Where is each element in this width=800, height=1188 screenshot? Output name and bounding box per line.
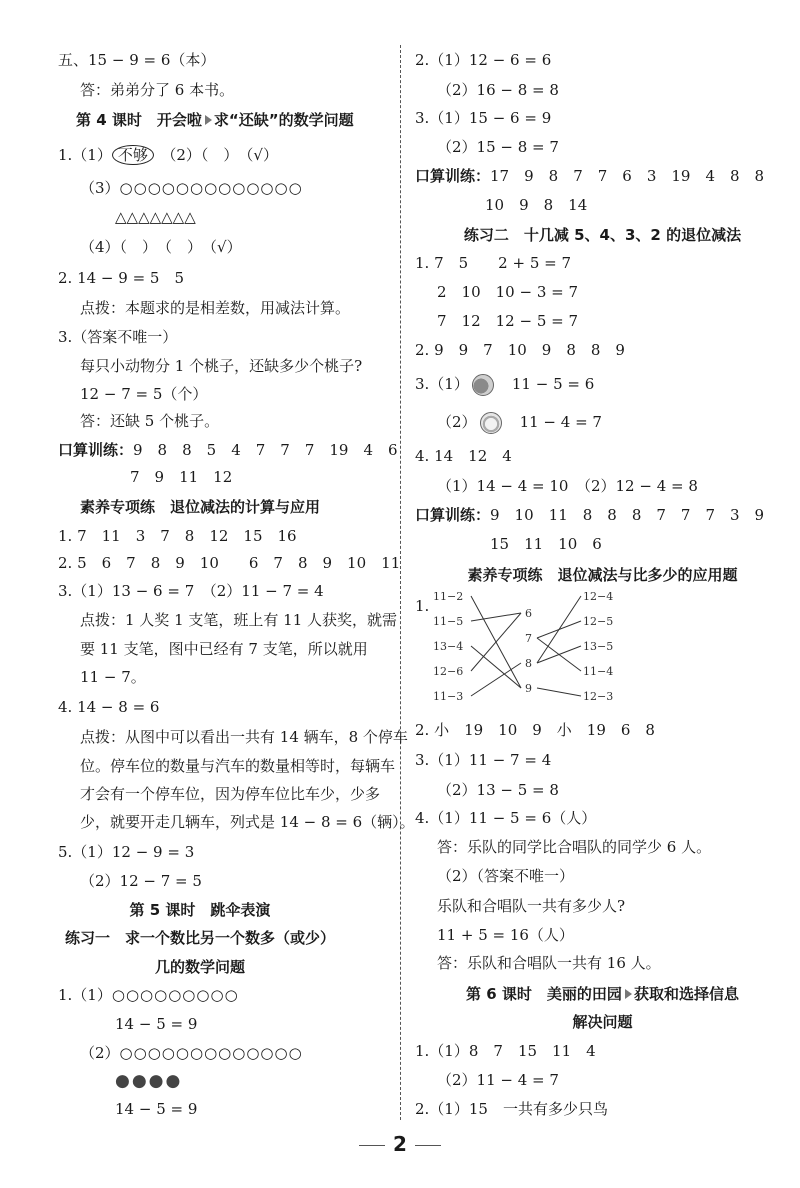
lesson-title-text: 第 6 课时 美丽的田园 bbox=[466, 985, 622, 1003]
match-line-left bbox=[471, 613, 521, 621]
answer-line: 答：弟弟分了 6 本书。 bbox=[80, 81, 235, 99]
answer-line: 五、15 − 9 = 6（本） bbox=[58, 51, 216, 69]
fruit-picture-icon bbox=[472, 374, 494, 396]
lesson-title-subtext: 求“还缺”的数学问题 bbox=[213, 111, 354, 129]
lesson-5-title: 第 5 课时 跳伞表演 bbox=[129, 901, 271, 919]
matching-diagram bbox=[433, 592, 633, 712]
answer-line: 3.（答案不唯一） bbox=[58, 328, 178, 346]
answer-line: （1）14 − 4 = 10 （2）12 − 4 = 8 bbox=[437, 477, 698, 495]
answer-line bbox=[80, 178, 303, 198]
equation: 11 − 4 = 7 bbox=[519, 413, 602, 431]
answer-line: 4. 14 − 8 = 6 bbox=[58, 698, 160, 716]
answer-line bbox=[80, 1043, 303, 1063]
question-number: 1. bbox=[415, 597, 430, 615]
match-left-expression: 11−3 bbox=[433, 690, 464, 703]
match-line-right bbox=[537, 621, 581, 638]
oral-training-values: 9 10 11 8 8 8 7 7 7 3 9 bbox=[490, 506, 765, 524]
animal-picture-icon bbox=[480, 412, 502, 434]
equation: 14 − 5 = 9 bbox=[115, 1015, 198, 1033]
circle-row: ○○○○○○○○○○○○○ bbox=[119, 179, 303, 197]
question-number: （2） bbox=[437, 413, 477, 431]
answer-line: 答：乐队的同学比合唱队的同学少 6 人。 bbox=[437, 838, 712, 856]
oral-training-label: 口算训练： bbox=[58, 441, 134, 459]
lesson-title-text: 第 4 课时 开会啦 bbox=[76, 111, 202, 129]
tip-line: 点拨：本题求的是相差数，用减法计算。 bbox=[80, 299, 351, 317]
match-middle-number: 7 bbox=[525, 632, 532, 645]
triangle-row: △△△△△△△ bbox=[115, 208, 196, 226]
match-left-expression: 13−4 bbox=[433, 640, 464, 653]
answer-line: 4.（1）11 − 5 = 6（人） bbox=[415, 809, 597, 827]
lesson-6-title bbox=[405, 984, 800, 1004]
answer-line: 每只小动物分 1 个桃子，还缺多少个桃子? bbox=[80, 357, 363, 375]
answer-line: 2 10 10 − 3 = 7 bbox=[437, 283, 579, 301]
match-right-expression: 11−4 bbox=[583, 665, 614, 678]
answer-line: 2.（1）15 一共有多少只鸟 bbox=[415, 1100, 608, 1118]
oral-training-values: 17 9 8 7 7 6 3 19 4 8 8 bbox=[490, 167, 765, 185]
oral-training-line bbox=[415, 505, 764, 525]
answer-line: 5.（1）12 − 9 = 3 bbox=[58, 843, 195, 861]
tip-line: 少，就要开走几辆车，列式是 14 − 8 = 6（辆）。 bbox=[80, 813, 415, 831]
match-line-left bbox=[471, 613, 521, 671]
answer-text: （2）（ ） （√） bbox=[168, 146, 278, 164]
oral-training-values: 7 9 11 12 bbox=[130, 468, 233, 486]
match-middle-number: 8 bbox=[525, 657, 532, 670]
answer-line: 11 + 5 = 16（人） bbox=[437, 926, 574, 944]
answer-line: 2. 小 19 10 9 小 19 6 8 bbox=[415, 721, 655, 739]
tip-line: 位。停车位的数量与汽车的数量相等时，每辆车 bbox=[80, 757, 396, 775]
arrow-icon bbox=[625, 989, 632, 999]
practice-title: 素养专项练 退位减法的计算与应用 bbox=[79, 498, 320, 516]
tip-line: 11 − 7。 bbox=[80, 668, 146, 686]
circle-row: ○○○○○○○○○○○○○ bbox=[119, 1044, 303, 1062]
answer-line: 3.（1）15 − 6 = 9 bbox=[415, 109, 552, 127]
match-right-expression: 12−5 bbox=[583, 615, 614, 628]
answer-line bbox=[58, 145, 278, 165]
arrow-icon bbox=[205, 115, 212, 125]
tip-line: 点拨：1 人奖 1 支笔，班上有 11 人获奖，就需 bbox=[80, 611, 398, 629]
question-number: （3） bbox=[80, 179, 120, 197]
match-right-expression: 12−4 bbox=[583, 592, 614, 603]
answer-line: 1. 7 11 3 7 8 12 15 16 bbox=[58, 527, 297, 545]
tip-line: 要 11 支笔，图中已经有 7 支笔，所以就用 bbox=[80, 640, 368, 658]
oral-training-label: 口算训练： bbox=[415, 506, 491, 524]
column-divider bbox=[400, 45, 401, 1120]
oral-training-values: 15 11 10 6 bbox=[490, 535, 602, 553]
equation: 11 − 5 = 6 bbox=[511, 375, 595, 393]
circled-answer: 不够 bbox=[112, 145, 154, 165]
question-number: 3.（1） bbox=[415, 375, 469, 393]
answer-line: 2. 5 6 7 8 9 10 6 7 8 9 10 11 bbox=[58, 554, 401, 572]
answer-line: （2）15 − 8 = 7 bbox=[437, 138, 559, 156]
match-right-expression: 12−3 bbox=[583, 690, 614, 703]
match-middle-number: 6 bbox=[525, 607, 532, 620]
answer-line: 1. 7 5 2 + 5 = 7 bbox=[415, 254, 572, 272]
match-left-expression: 11−5 bbox=[433, 615, 464, 628]
question-number: 1.（1） bbox=[58, 146, 112, 164]
exercise-1-title: 练习一 求一个数比另一个数多（或少） bbox=[64, 929, 335, 947]
answer-line: （2）（答案不唯一） bbox=[437, 867, 575, 885]
answer-line: 7 12 12 − 5 = 7 bbox=[437, 312, 579, 330]
answer-line: （4）（ ） （ ） （√） bbox=[80, 238, 242, 256]
footer-dash bbox=[359, 1145, 385, 1146]
oral-training-line bbox=[58, 440, 398, 460]
answer-line: （2）16 − 8 = 8 bbox=[437, 81, 559, 99]
practice-title: 素养专项练 退位减法与比多少的应用题 bbox=[467, 566, 738, 584]
answer-line: （2）12 − 7 = 5 bbox=[80, 872, 202, 890]
exercise-1-title-line2: 几的数学问题 bbox=[154, 958, 245, 976]
answer-line: 12 − 7 = 5（个） bbox=[80, 385, 208, 403]
tip-line: 才会有一个停车位，因为停车位比车少，少多 bbox=[80, 785, 381, 803]
answer-line bbox=[58, 985, 239, 1005]
answer-line: （2）11 − 4 = 7 bbox=[437, 1071, 559, 1089]
equation: 14 − 5 = 9 bbox=[115, 1100, 198, 1118]
match-line-left bbox=[471, 646, 521, 688]
circle-row: ○○○○○○○○○ bbox=[111, 986, 239, 1004]
oral-training-line bbox=[415, 166, 764, 186]
answer-line bbox=[415, 372, 594, 396]
match-right-expression: 13−5 bbox=[583, 640, 614, 653]
answer-line: 2. 9 9 7 10 9 8 8 9 bbox=[415, 341, 625, 359]
oral-training-values: 9 8 8 5 4 7 7 7 19 4 6 bbox=[133, 441, 398, 459]
lesson-title-subtext: 获取和选择信息 bbox=[633, 985, 739, 1003]
oral-training-label: 口算训练： bbox=[415, 167, 491, 185]
answer-line: 答：还缺 5 个桃子。 bbox=[80, 412, 220, 430]
match-line-left bbox=[471, 663, 521, 696]
answer-line: 3.（1）11 − 7 = 4 bbox=[415, 751, 552, 769]
match-line-right bbox=[537, 688, 581, 696]
answer-line: （2）13 − 5 = 8 bbox=[437, 781, 559, 799]
answer-line: 1.（1）8 7 15 11 4 bbox=[415, 1042, 596, 1060]
question-number: 1.（1） bbox=[58, 986, 112, 1004]
answer-line: 2.（1）12 − 6 = 6 bbox=[415, 51, 552, 69]
page-footer bbox=[0, 1132, 800, 1156]
answer-line: 2. 14 − 9 = 5 5 bbox=[58, 269, 185, 287]
footer-dash bbox=[415, 1145, 441, 1146]
match-middle-number: 9 bbox=[525, 682, 532, 695]
match-line-right bbox=[537, 638, 581, 671]
answer-line: 答：乐队和合唱队一共有 16 人。 bbox=[437, 954, 661, 972]
dot-row: ●●●● bbox=[115, 1071, 183, 1091]
lesson-4-title bbox=[76, 110, 354, 130]
answer-line: 3.（1）13 − 6 = 7 （2）11 − 7 = 4 bbox=[58, 582, 324, 600]
lesson-6-title-line2: 解决问题 bbox=[572, 1013, 633, 1031]
oral-training-values: 10 9 8 14 bbox=[485, 196, 588, 214]
answer-line: 4. 14 12 4 bbox=[415, 447, 512, 465]
exercise-2-title: 练习二 十几减 5、4、3、2 的退位减法 bbox=[463, 226, 742, 244]
tip-line: 点拨：从图中可以看出一共有 14 辆车，8 个停车 bbox=[80, 728, 408, 746]
match-left-expression: 11−2 bbox=[433, 592, 464, 603]
answer-line bbox=[437, 410, 602, 434]
answer-line: 乐队和合唱队一共有多少人? bbox=[437, 897, 626, 915]
match-left-expression: 12−6 bbox=[433, 665, 464, 678]
page-number: 2 bbox=[393, 1132, 407, 1156]
question-number: （2） bbox=[80, 1044, 120, 1062]
